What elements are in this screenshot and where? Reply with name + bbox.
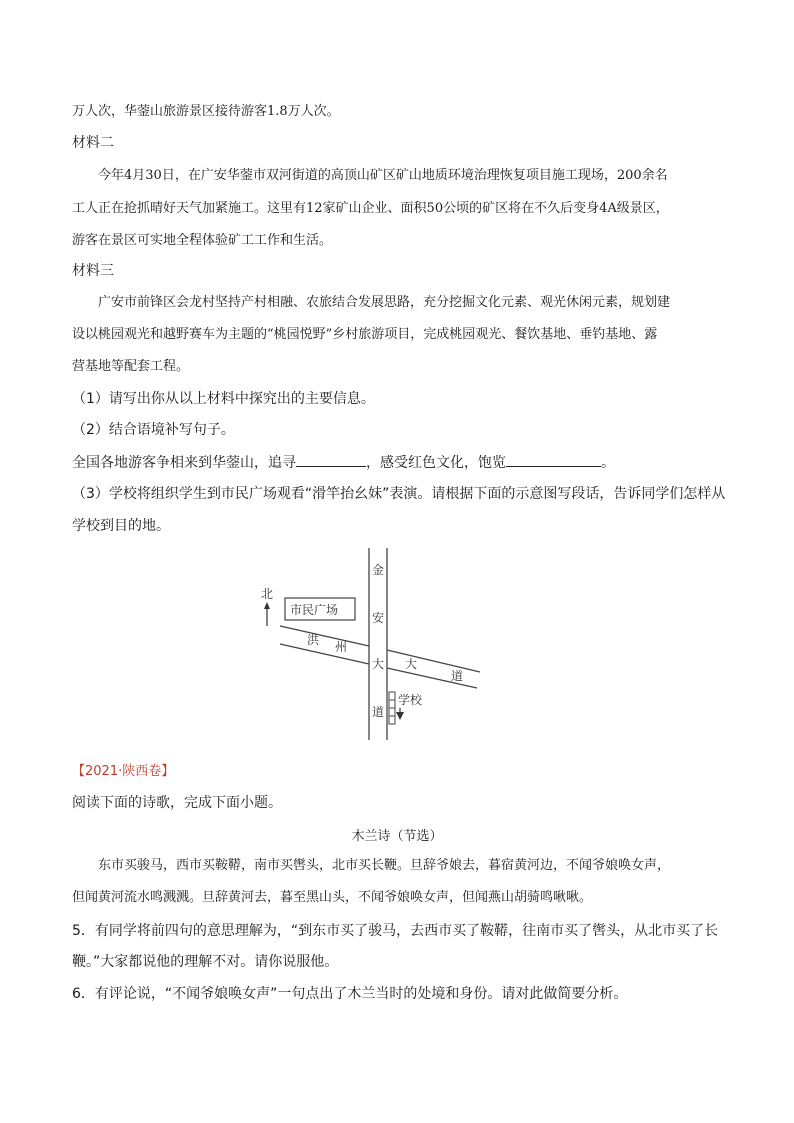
material1-tail: 万人次，华蓥山旅游景区接待游客1.8万人次。 <box>72 104 340 119</box>
road-v-char-3: 大 <box>372 657 385 671</box>
material3-heading: 材料三 <box>72 263 114 279</box>
north-label: 北 <box>261 587 274 601</box>
question-5-line-2: 鞭。”大家都说他的理解不对。请你说服他。 <box>72 954 339 970</box>
road-d-char-1: 洪 <box>307 633 320 647</box>
material3-line-1: 广安市前锋区会龙村坚持产村相融、农旅结合发展思路，充分挖掘文化元素、观光休闲元素，规划建 <box>98 295 671 310</box>
road-v-char-2: 安 <box>372 611 385 625</box>
answer-blank-2[interactable] <box>506 452 601 467</box>
question-1: （1）请写出你从以上材料中探究出的主要信息。 <box>72 391 375 407</box>
instruction: 阅读下面的诗歌，完成下面小题。 <box>72 795 282 811</box>
material3-line-3: 营基地等配套工程。 <box>72 359 190 374</box>
plaza-label: 市民广场 <box>290 603 339 617</box>
sentence-part-a: 全国各地游客争相来到华蓥山，追寻 <box>72 455 296 471</box>
sentence-part-b: ，感受红色文化，饱览 <box>366 455 506 471</box>
material2-line-1: 今年4月30日，在广安华蓥市双河街道的高顶山矿区矿山地质环境治理恢复项目施工现场，200余名 <box>98 168 668 183</box>
road-d-char-4: 道 <box>451 669 464 683</box>
material2-heading: 材料二 <box>72 135 114 151</box>
question-2: （2）结合语境补写句子。 <box>72 422 235 438</box>
hongzhou-road-top-right <box>387 650 480 672</box>
hongzhou-road-bottom-right <box>387 668 477 688</box>
question-3-line-2: 学校到目的地。 <box>72 518 170 534</box>
poem-title: 木兰诗（节选） <box>351 829 443 844</box>
question-6: 6．有评论说，“不闻爷娘唤女声”一句点出了木兰当时的处境和身份。请对此做简要分析。 <box>72 986 628 1002</box>
poem-line-1: 东市买骏马，西市买鞍鞯，南市买辔头，北市买长鞭。旦辞爷娘去，暮宿黄河边，不闻爷娘唤女声， <box>98 858 671 873</box>
road-d-char-3: 大 <box>405 657 418 671</box>
road-v-char-4: 道 <box>372 705 385 719</box>
poem-line-2: 但闻黄河流水鸣溅溅。旦辞黄河去，暮至黑山头，不闻爷娘唤女声，但闻燕山胡骑鸣啾啾。 <box>72 890 593 905</box>
hongzhou-road-top-left <box>280 626 369 646</box>
source-tag: 【2021·陕西卷】 <box>72 764 175 779</box>
road-v-char-1: 金 <box>372 563 385 577</box>
material2-line-2: 工人正在抢抓晴好天气加紧施工。这里有12家矿山企业、面积50公顷的矿区将在不久后变身4A级景区， <box>72 201 669 216</box>
school-label: 学校 <box>398 693 423 707</box>
question-5-line-1: 5．有同学将前四句的意思理解为，“到东市买了骏马，去西市买了鞍鞯，往南市买了辔头，从北市买了长 <box>72 923 719 939</box>
sentence-part-c: 。 <box>601 455 615 471</box>
question-3-line-1: （3）学校将组织学生到市民广场观看“滑竿抬幺妹”表演。请根据下面的示意图写段话，告诉同学们怎样从 <box>72 486 726 502</box>
north-arrowhead-icon <box>264 602 270 609</box>
hongzhou-road-bottom-left <box>280 644 369 664</box>
answer-blank-1[interactable] <box>296 452 366 467</box>
question-2-sentence <box>72 452 615 473</box>
material3-line-2: 设以桃园观光和越野赛车为主题的“桃园悦野”乡村旅游项目，完成桃园观光、餐饮基地、垂钓基地、露 <box>72 327 658 342</box>
road-d-char-2: 州 <box>335 640 348 654</box>
material2-line-3: 游客在景区可实地全程体验矿工工作和生活。 <box>72 233 333 248</box>
school-marker-icon <box>396 712 404 720</box>
route-map <box>255 540 485 750</box>
